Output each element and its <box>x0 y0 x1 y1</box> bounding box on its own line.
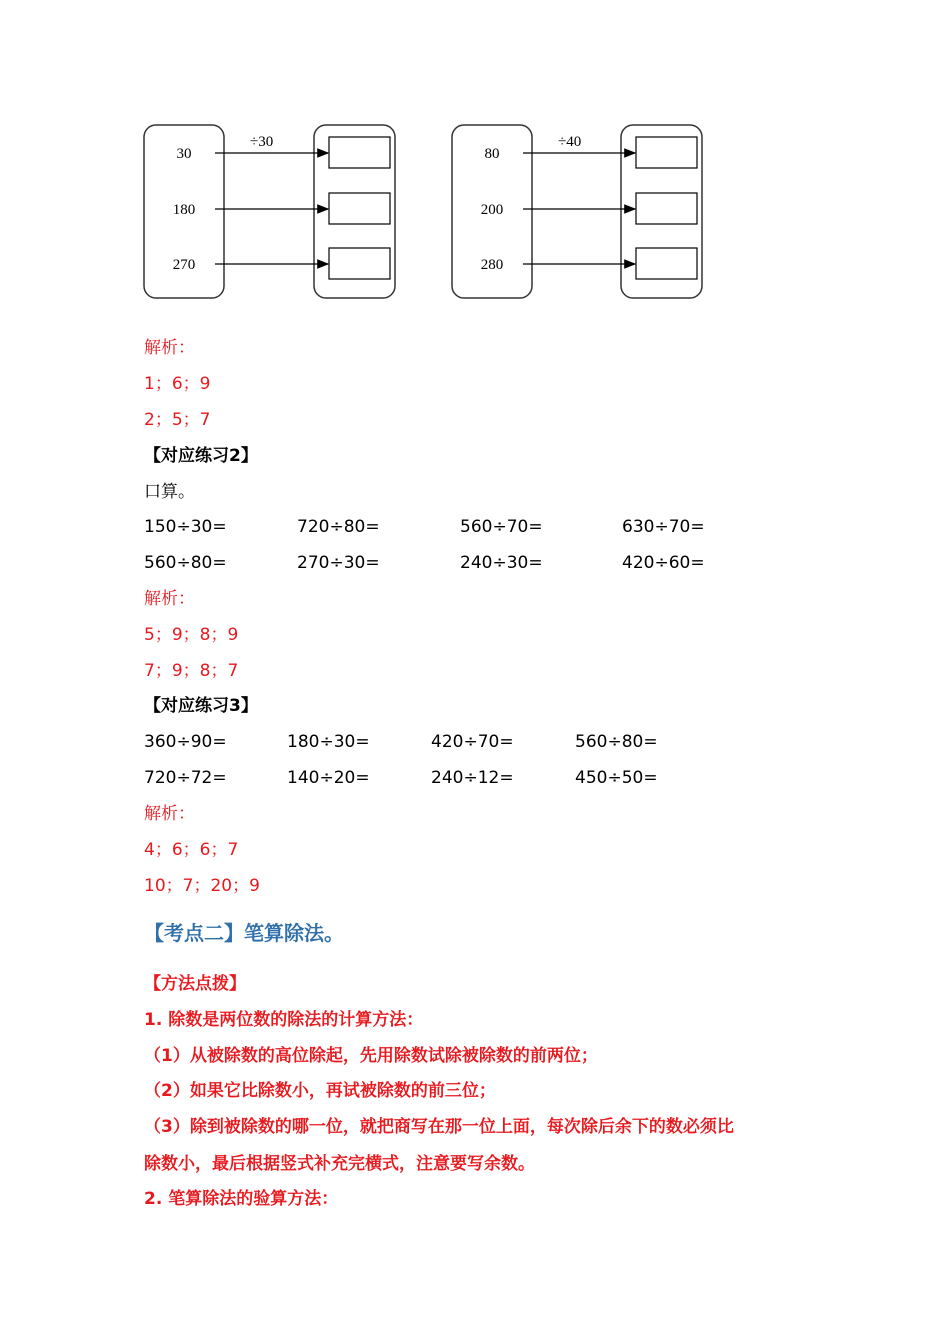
input-value: 200 <box>480 202 504 218</box>
answer-line: 4；6；6；7 <box>144 840 239 860</box>
problem: 140÷20= <box>287 768 370 788</box>
input-value: 280 <box>480 257 504 273</box>
problem: 420÷70= <box>431 732 514 752</box>
problem: 150÷30= <box>144 517 227 537</box>
problem: 720÷72= <box>144 768 227 788</box>
problem: 450÷50= <box>575 768 658 788</box>
method-step: （2）如果它比除数小，再试被除数的前三位； <box>144 1081 496 1101</box>
exercise-title: 【对应练习3】 <box>144 696 258 716</box>
method-point: 2. 笔算除法的验算方法： <box>144 1189 339 1209</box>
method-step-continued: 除数小，最后根据竖式补充完横式，注意要写余数。 <box>144 1154 535 1174</box>
section-heading: 【考点二】笔算除法。 <box>144 921 344 945</box>
answer-line: 2；5；7 <box>144 410 211 430</box>
problem: 180÷30= <box>287 732 370 752</box>
answer-line: 7；9；8；7 <box>144 661 239 681</box>
input-value: 30 <box>176 146 192 162</box>
answer-line: 10；7；20；9 <box>144 876 260 896</box>
answer-line: 1；6；9 <box>144 374 211 394</box>
answer-box[interactable] <box>329 137 390 168</box>
problem: 560÷80= <box>575 732 658 752</box>
mapping-right <box>452 125 702 298</box>
method-step: （3）除到被除数的哪一位，就把商写在那一位上面，每次除后余下的数必须比 <box>144 1117 734 1137</box>
analysis-label: 解析： <box>144 589 195 609</box>
method-title: 【方法点拨】 <box>144 974 246 994</box>
method-point: 1. 除数是两位数的除法的计算方法： <box>144 1010 424 1030</box>
analysis-label: 解析： <box>144 338 195 358</box>
operator-label: ÷40 <box>558 134 582 150</box>
method-step: （1）从被除数的高位除起，先用除数试除被除数的前两位； <box>144 1046 598 1066</box>
problem: 240÷30= <box>460 553 543 573</box>
input-value: 80 <box>484 146 500 162</box>
answer-box[interactable] <box>329 193 390 224</box>
problem: 560÷70= <box>460 517 543 537</box>
problem: 560÷80= <box>144 553 227 573</box>
mapping-left <box>144 125 395 298</box>
mapping-diagram <box>0 0 950 320</box>
analysis-label: 解析： <box>144 804 195 824</box>
problem: 420÷60= <box>622 553 705 573</box>
answer-box[interactable] <box>636 248 697 279</box>
answer-box[interactable] <box>329 248 390 279</box>
exercise-instruction: 口算。 <box>144 482 195 502</box>
problem: 240÷12= <box>431 768 514 788</box>
input-value: 180 <box>172 202 196 218</box>
problem: 720÷80= <box>297 517 380 537</box>
answer-box[interactable] <box>636 193 697 224</box>
input-value: 270 <box>172 257 196 273</box>
answer-line: 5；9；8；9 <box>144 625 239 645</box>
problem: 630÷70= <box>622 517 705 537</box>
problem: 360÷90= <box>144 732 227 752</box>
problem: 270÷30= <box>297 553 380 573</box>
operator-label: ÷30 <box>250 134 274 150</box>
answer-box[interactable] <box>636 137 697 168</box>
exercise-title: 【对应练习2】 <box>144 446 258 466</box>
